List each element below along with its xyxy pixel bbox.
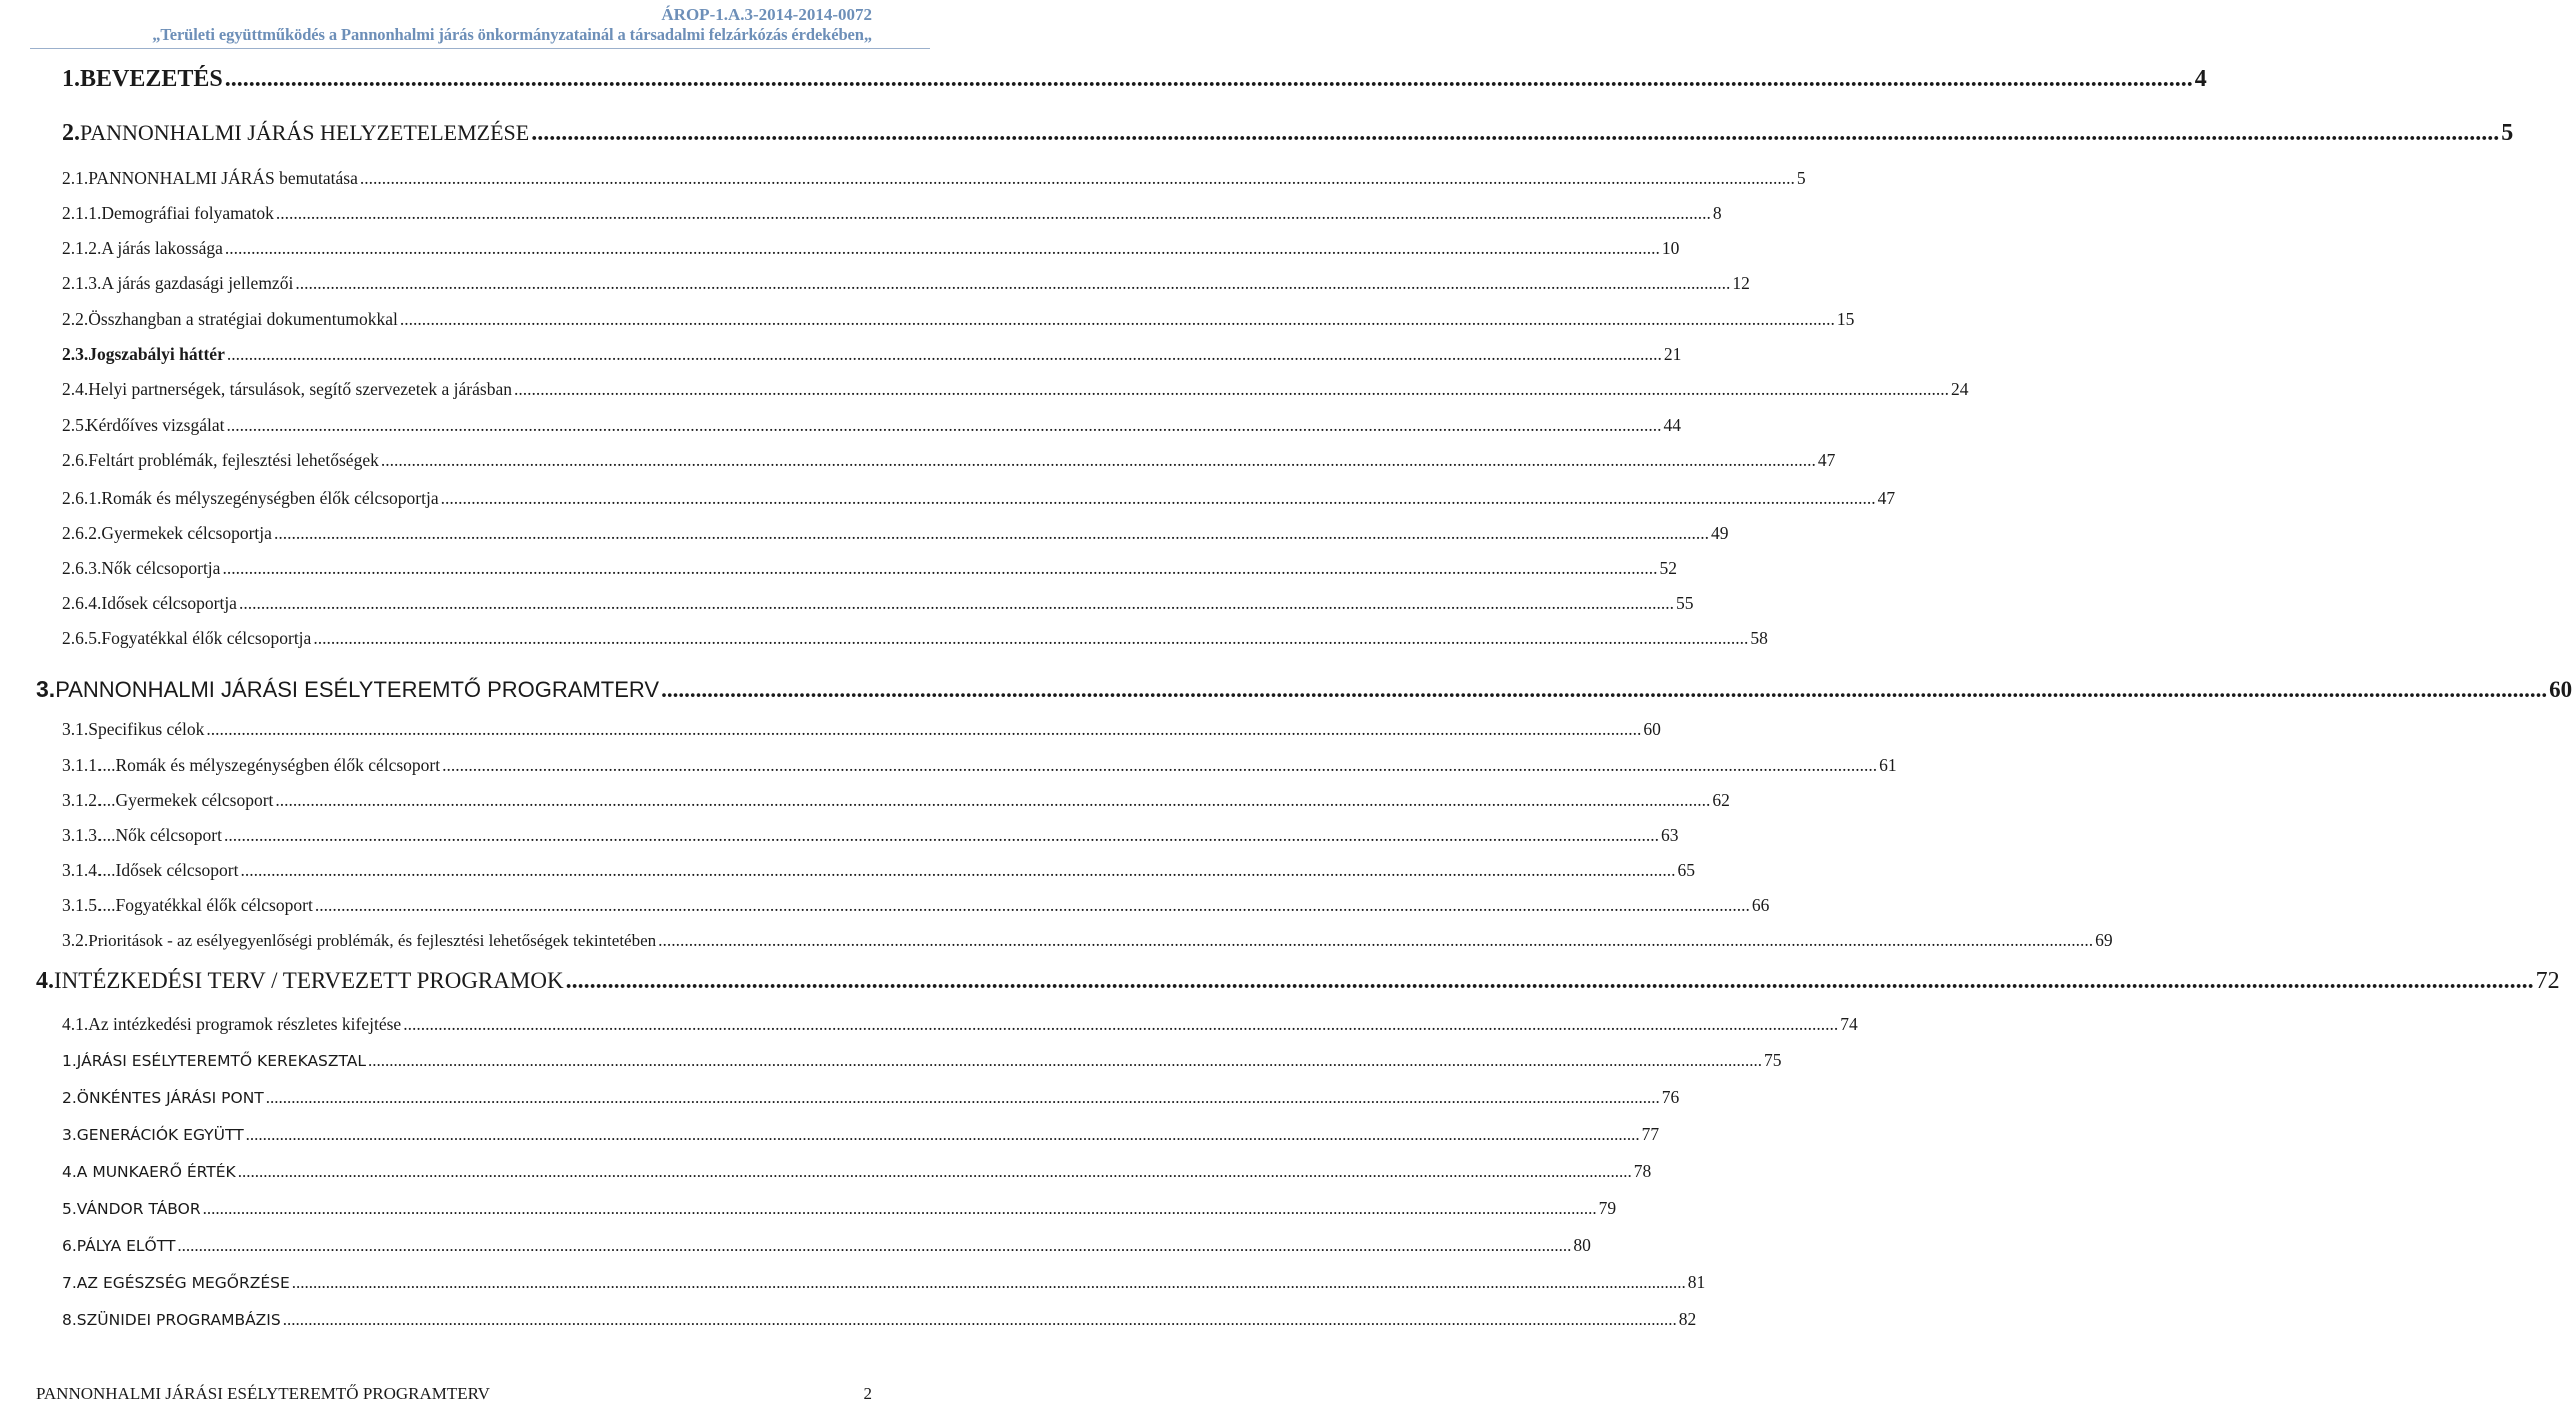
- toc-number-dots: ....: [98, 895, 116, 915]
- toc-number-dots: ....: [98, 755, 116, 775]
- toc-leader-dots: [566, 968, 2534, 995]
- toc-entry-page: 5: [2501, 120, 2514, 146]
- toc-entry-title: Gyermekek célcsoport: [115, 790, 274, 810]
- toc-entry-number: 2.6.3.: [62, 558, 102, 578]
- toc-entry[interactable]: [62, 719, 1661, 740]
- toc-entry-page: 60: [1643, 719, 1661, 739]
- toc-entry-page: 75: [1764, 1050, 1782, 1070]
- toc-entry-page: 82: [1678, 1309, 1697, 1329]
- toc-entry-title: INTÉZKEDÉSI TERV / TERVEZETT PROGRAMOK: [54, 968, 564, 993]
- toc-leader-dots: [403, 1014, 1838, 1035]
- toc-entry-page: 55: [1675, 593, 1694, 613]
- toc-entry-number: 3.1.1.: [62, 755, 102, 775]
- toc-entry[interactable]: [62, 344, 1682, 365]
- toc-entry-title: A járás gazdasági jellemzői: [101, 273, 294, 293]
- toc-entry-title: PÁLYA ELŐTT: [76, 1237, 176, 1255]
- toc-entry-page: 80: [1573, 1235, 1591, 1255]
- toc-entry[interactable]: [62, 415, 1681, 436]
- toc-entry-number: 7.: [62, 1274, 77, 1292]
- toc-entry[interactable]: [62, 860, 1695, 881]
- toc-entry-title: PANNONHALMI JÁRÁSI ESÉLYTEREMTŐ PROGRAMTERV: [55, 677, 660, 702]
- toc-entry-title: GENERÁCIÓK EGYÜTT: [76, 1126, 244, 1144]
- toc-leader-dots: [360, 168, 1795, 189]
- project-code: ÁROP-1.A.3-2014-2014-0072: [661, 5, 872, 24]
- toc-entry[interactable]: [62, 168, 1806, 189]
- toc-entry-title: Nők célcsoport: [115, 825, 222, 845]
- toc-leader-dots: [240, 860, 1675, 881]
- toc-entry-title: Kérdőíves vizsgálat: [86, 415, 225, 435]
- page-footer: [36, 1384, 872, 1404]
- toc-leader-dots: [222, 558, 1657, 579]
- toc-entry-number: 8.: [62, 1311, 77, 1329]
- toc-leader-dots: [238, 1162, 1632, 1182]
- toc-entry-page: 47: [1877, 488, 1896, 508]
- toc-entry-page: 49: [1710, 523, 1729, 543]
- toc-leader-dots: [227, 344, 1662, 365]
- toc-entry-page: 60: [2549, 677, 2572, 702]
- toc-entry-page: 69: [2095, 930, 2113, 950]
- toc-entry-page: 44: [1663, 415, 1681, 435]
- toc-entry-number: 1.: [62, 66, 80, 92]
- toc-number-dots: ....: [98, 790, 116, 810]
- toc-entry[interactable]: [62, 1235, 1591, 1256]
- toc-entry-title: PANNONHALMI JÁRÁS bemutatása: [88, 168, 358, 188]
- toc-entry[interactable]: [62, 1272, 1706, 1293]
- toc-leader-dots: [441, 488, 1876, 509]
- toc-entry-title: Feltárt problémák, fejlesztési lehetőségek: [88, 450, 379, 470]
- toc-entry[interactable]: [62, 593, 1694, 614]
- toc-entry-page: 81: [1687, 1272, 1706, 1292]
- toc-entry-page: 79: [1598, 1198, 1617, 1218]
- toc-leader-dots: [295, 273, 1730, 294]
- toc-entry[interactable]: [62, 203, 1722, 224]
- toc-entry-number: 2.: [62, 1089, 77, 1107]
- toc-entry-page: 65: [1677, 860, 1695, 880]
- toc-entry[interactable]: [62, 273, 1750, 294]
- toc-entry-title: A járás lakossága: [101, 238, 223, 258]
- toc-entry-title: Romák és mélyszegénységben élők célcsoportja: [101, 488, 439, 508]
- toc-entry-title: ÖNKÉNTES JÁRÁSI PONT: [76, 1089, 264, 1107]
- toc-entry-page: 15: [1836, 309, 1855, 329]
- toc-leader-dots: [239, 593, 1674, 614]
- toc-entry-number: 2.1.1.: [62, 203, 102, 223]
- header-divider: [30, 48, 930, 49]
- toc-entry-title: VÁNDOR TÁBOR: [76, 1200, 201, 1218]
- toc-entry-number: 6.: [62, 1237, 77, 1255]
- toc-entry[interactable]: [62, 558, 1677, 579]
- toc-entry-page: 24: [1950, 379, 1969, 399]
- toc-leader-dots: [177, 1236, 1571, 1256]
- toc-entry[interactable]: [62, 895, 1770, 916]
- toc-entry-number: 3.: [62, 1126, 77, 1144]
- toc-leader-dots: [206, 719, 1641, 740]
- toc-leader-dots: [224, 825, 1659, 846]
- toc-entry-title: Összhangban a stratégiai dokumentumokkal: [88, 309, 398, 329]
- toc-entry-title: Fogyatékkal élők célcsoport: [115, 895, 313, 915]
- toc-leader-dots: [227, 415, 1662, 436]
- toc-entry[interactable]: [62, 1198, 1617, 1219]
- toc-entry-page: 61: [1879, 755, 1897, 775]
- toc-entry[interactable]: [62, 120, 2514, 147]
- toc-leader-dots: [368, 1051, 1762, 1071]
- toc-entry[interactable]: [62, 755, 1897, 776]
- toc-entry-number: 2.6.: [62, 450, 89, 470]
- toc-number-dots: ....: [98, 860, 116, 880]
- toc-leader-dots: [661, 677, 2547, 703]
- toc-entry-number: 2.2.: [62, 309, 89, 329]
- toc-entry-number: 2.6.1.: [62, 488, 102, 508]
- toc-entry-title: PANNONHALMI JÁRÁS HELYZETELEMZÉSE: [80, 120, 530, 145]
- toc-entry-number: 2.5.: [62, 415, 89, 435]
- toc-entry-page: 66: [1751, 895, 1770, 915]
- toc-entry-title: Demográfiai folyamatok: [101, 203, 274, 223]
- toc-entry-page: 72: [2535, 968, 2560, 994]
- toc-entry-page: 47: [1817, 450, 1836, 470]
- toc-entry-title: Az intézkedési programok részletes kifejtése: [88, 1014, 402, 1034]
- toc-entry-title: Jogszabályi háttér: [88, 344, 225, 364]
- toc-entry-number: 2.6.5.: [62, 628, 102, 648]
- toc-entry-page: 10: [1661, 238, 1680, 258]
- toc-entry-page: 78: [1633, 1161, 1652, 1181]
- toc-entry-number: 2.1.: [62, 168, 89, 188]
- toc-entry[interactable]: [62, 825, 1679, 846]
- toc-entry[interactable]: [62, 628, 1768, 649]
- toc-entry-page: 21: [1663, 344, 1682, 364]
- toc-leader-dots: [225, 238, 1660, 259]
- toc-entry[interactable]: [62, 379, 1969, 400]
- toc-entry-number: 5.: [62, 1200, 77, 1218]
- toc-entry-page: 4: [2194, 66, 2207, 92]
- toc-entry-number: 3.1.3.: [62, 825, 102, 845]
- toc-entry-number: 4.: [62, 1163, 77, 1181]
- toc-entry-page: 77: [1641, 1124, 1660, 1144]
- toc-entry-number: 2.3.: [62, 344, 89, 364]
- toc-entry-title: A MUNKAERŐ ÉRTÉK: [76, 1163, 236, 1181]
- toc-entry[interactable]: [62, 488, 1896, 509]
- toc-leader-dots: [274, 523, 1709, 544]
- toc-entry-title: JÁRÁSI ESÉLYTEREMTŐ KEREKASZTAL: [76, 1052, 367, 1070]
- toc-entry-title: SZÜNIDEI PROGRAMBÁZIS: [76, 1311, 281, 1329]
- toc-entry-number: 3.2.: [62, 930, 89, 950]
- toc-entry[interactable]: [62, 790, 1730, 811]
- toc-entry-number: 3.: [36, 676, 56, 702]
- toc-entry[interactable]: [62, 238, 1680, 259]
- toc-entry-page: 76: [1661, 1087, 1680, 1107]
- toc-entry[interactable]: [62, 309, 1855, 330]
- toc-entry-title: Fogyatékkal élők célcsoportja: [101, 628, 312, 648]
- toc-entry-title: Idősek célcsoportja: [101, 593, 237, 613]
- toc-leader-dots: [381, 450, 1816, 471]
- toc-leader-dots: [276, 203, 1711, 224]
- toc-entry[interactable]: [62, 523, 1729, 544]
- toc-entry-number: 4.: [36, 968, 54, 994]
- toc-entry-page: 63: [1660, 825, 1679, 845]
- toc-leader-dots: [266, 1088, 1660, 1108]
- toc-entry-page: 8: [1712, 203, 1722, 223]
- toc-entry-page: 52: [1659, 558, 1677, 578]
- toc-entry[interactable]: [36, 676, 2572, 703]
- toc-entry-number: 4.1.: [62, 1014, 89, 1034]
- toc-entry-number: 2.1.3.: [62, 273, 102, 293]
- toc-entry-number: 2.4.: [62, 379, 89, 399]
- toc-entry[interactable]: [62, 1161, 1652, 1182]
- toc-entry-title: Gyermekek célcsoportja: [101, 523, 272, 543]
- toc-leader-dots: [246, 1125, 1640, 1145]
- toc-entry-title: Romák és mélyszegénységben élők célcsoport: [115, 755, 441, 775]
- toc-entry-title: Prioritások - az esélyegyenlőségi problémák, és fejlesztési lehetőségek tekintetében: [88, 931, 657, 950]
- toc-entry[interactable]: [62, 1050, 1782, 1071]
- toc-leader-dots: [283, 1310, 1677, 1330]
- project-subtitle: „Területi együttműködés a Pannonhalmi járás önkormányzatainál a társadalmi felzárkózás érdekében„: [152, 25, 872, 45]
- toc-entry[interactable]: [62, 1309, 1697, 1330]
- toc-entry-page: 12: [1732, 273, 1750, 293]
- toc-entry-page: 62: [1712, 790, 1730, 810]
- toc-entry-number: 2.6.2.: [62, 523, 102, 543]
- toc-entry-title: Helyi partnerségek, társulások, segítő szervezetek a járásban: [88, 379, 512, 399]
- footer-document-title: PANNONHALMI JÁRÁSI ESÉLYTEREMTŐ PROGRAMTERV: [36, 1384, 490, 1403]
- toc-entry-title: Nők célcsoportja: [101, 558, 221, 578]
- toc-entry-number: 3.1.4.: [62, 860, 102, 880]
- toc-leader-dots: [292, 1273, 1686, 1293]
- toc-entry[interactable]: [62, 1087, 1680, 1108]
- toc-entry-number: 1.: [62, 1052, 77, 1070]
- toc-leader-dots: [203, 1199, 1597, 1219]
- toc-leader-dots: [313, 628, 1748, 649]
- toc-leader-dots: [514, 379, 1949, 400]
- toc-leader-dots: [225, 66, 2193, 93]
- toc-entry[interactable]: [36, 968, 2560, 995]
- toc-entry-number: 2.6.4.: [62, 593, 102, 613]
- toc-entry[interactable]: [62, 930, 2113, 951]
- toc-entry-title: BEVEZETÉS: [80, 66, 223, 92]
- toc-entry-page: 5: [1796, 168, 1806, 188]
- toc-entry[interactable]: [62, 66, 2207, 93]
- footer-page-number: 2: [863, 1384, 872, 1403]
- toc-entry-number: 2.1.2.: [62, 238, 102, 258]
- page-header: [30, 4, 872, 46]
- toc-leader-dots: [275, 790, 1710, 811]
- toc-entry-number: 2.: [62, 120, 80, 146]
- toc-leader-dots: [658, 930, 2093, 951]
- toc-entry-page: 74: [1840, 1014, 1858, 1034]
- toc-entry[interactable]: [62, 450, 1836, 471]
- toc-leader-dots: [531, 120, 2499, 147]
- toc-entry-number: 3.1.: [62, 719, 89, 739]
- toc-entry-page: 58: [1750, 628, 1768, 648]
- toc-entry-number: 3.1.5.: [62, 895, 102, 915]
- toc-entry-title: AZ EGÉSZSÉG MEGŐRZÉSE: [76, 1274, 290, 1292]
- toc-leader-dots: [442, 755, 1877, 776]
- toc-entry[interactable]: [62, 1124, 1660, 1145]
- toc-leader-dots: [315, 895, 1750, 916]
- toc-entry[interactable]: [62, 1014, 1858, 1035]
- toc-entry-title: Specifikus célok: [88, 719, 205, 739]
- toc-entry-title: Idősek célcsoport: [115, 860, 239, 880]
- toc-entry-number: 3.1.2.: [62, 790, 102, 810]
- toc-leader-dots: [400, 309, 1835, 330]
- toc-number-dots: ....: [98, 825, 116, 845]
